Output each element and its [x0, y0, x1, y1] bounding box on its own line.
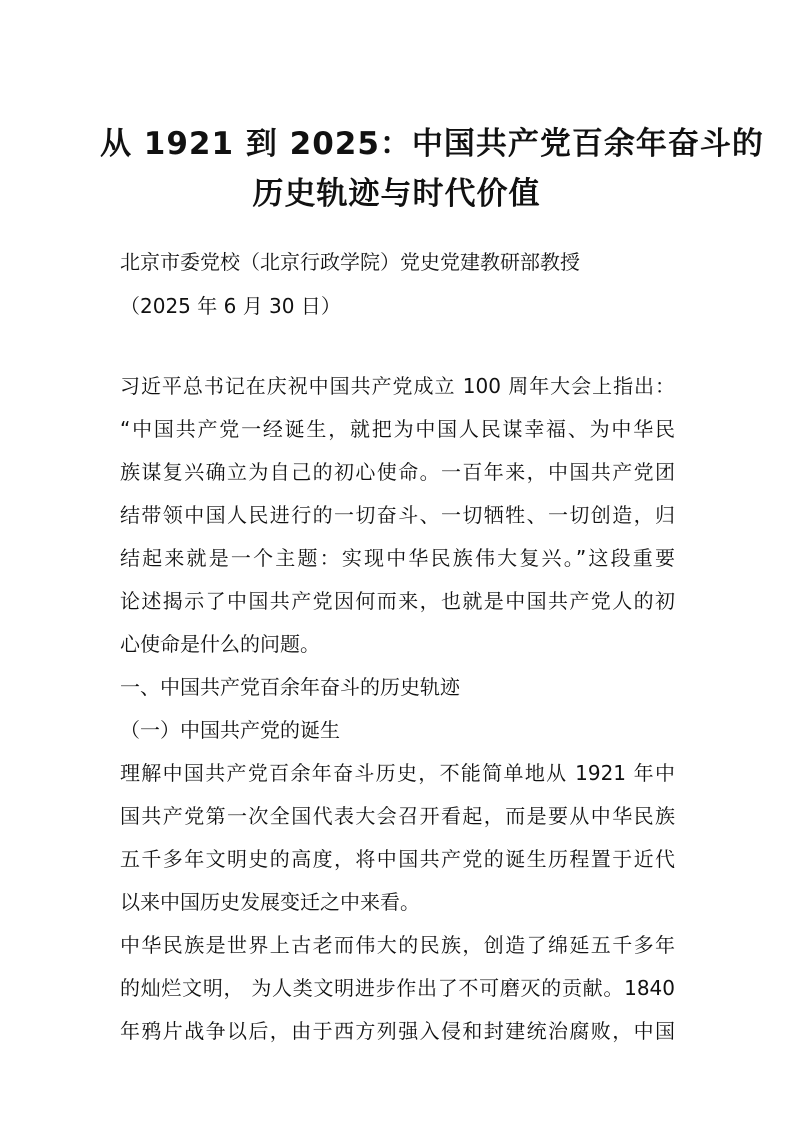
document-title-line-2: 历史轨迹与时代价值	[252, 176, 541, 212]
body-line: 年鸦片战争以后，由于西方列强入侵和封建统治腐败，中国	[120, 1019, 675, 1043]
body-line: 的灿烂文明， 为人类文明进步作出了不可磨灭的贡献。1840	[120, 976, 675, 1000]
body-line: 心使命是什么的问题。	[120, 632, 320, 656]
body-line: 中华民族是世界上古老而伟大的民族，创造了绵延五千多年	[120, 933, 675, 957]
body-line: 结起来就是一个主题：实现中华民族伟大复兴。”这段重要	[120, 546, 675, 570]
body-line: 习近平总书记在庆祝中国共产党成立 100 周年大会上指出：	[120, 374, 675, 398]
document-title-line-1: 从 1921 到 2025：中国共产党百余年奋斗的	[100, 126, 764, 162]
body-line: 结带领中国人民进行的一切奋斗、一切牺牲、一切创造，归	[120, 503, 675, 527]
subsection-heading: （一）中国共产党的诞生	[120, 718, 340, 742]
body-line: 五千多年文明史的高度，将中国共产党的诞生历程置于近代	[120, 847, 675, 871]
body-line: 以来中国历史发展变迁之中来看。	[120, 890, 420, 914]
body-line: 国共产党第一次全国代表大会召开看起，而是要从中华民族	[120, 804, 675, 828]
author-affiliation: 北京市委党校（北京行政学院）党史党建教研部教授	[120, 250, 580, 274]
body-line: 论述揭示了中国共产党因何而来，也就是中国共产党人的初	[120, 589, 675, 613]
document-date: （2025 年 6 月 30 日）	[120, 294, 341, 318]
section-heading: 一、中国共产党百余年奋斗的历史轨迹	[120, 675, 460, 699]
body-line: 族谋复兴确立为自己的初心使命。一百年来，中国共产党团	[120, 460, 675, 484]
body-line: 理解中国共产党百余年奋斗历史，不能简单地从 1921 年中	[120, 761, 675, 785]
body-line: “中国共产党一经诞生，就把为中国人民谋幸福、为中华民	[120, 417, 675, 441]
